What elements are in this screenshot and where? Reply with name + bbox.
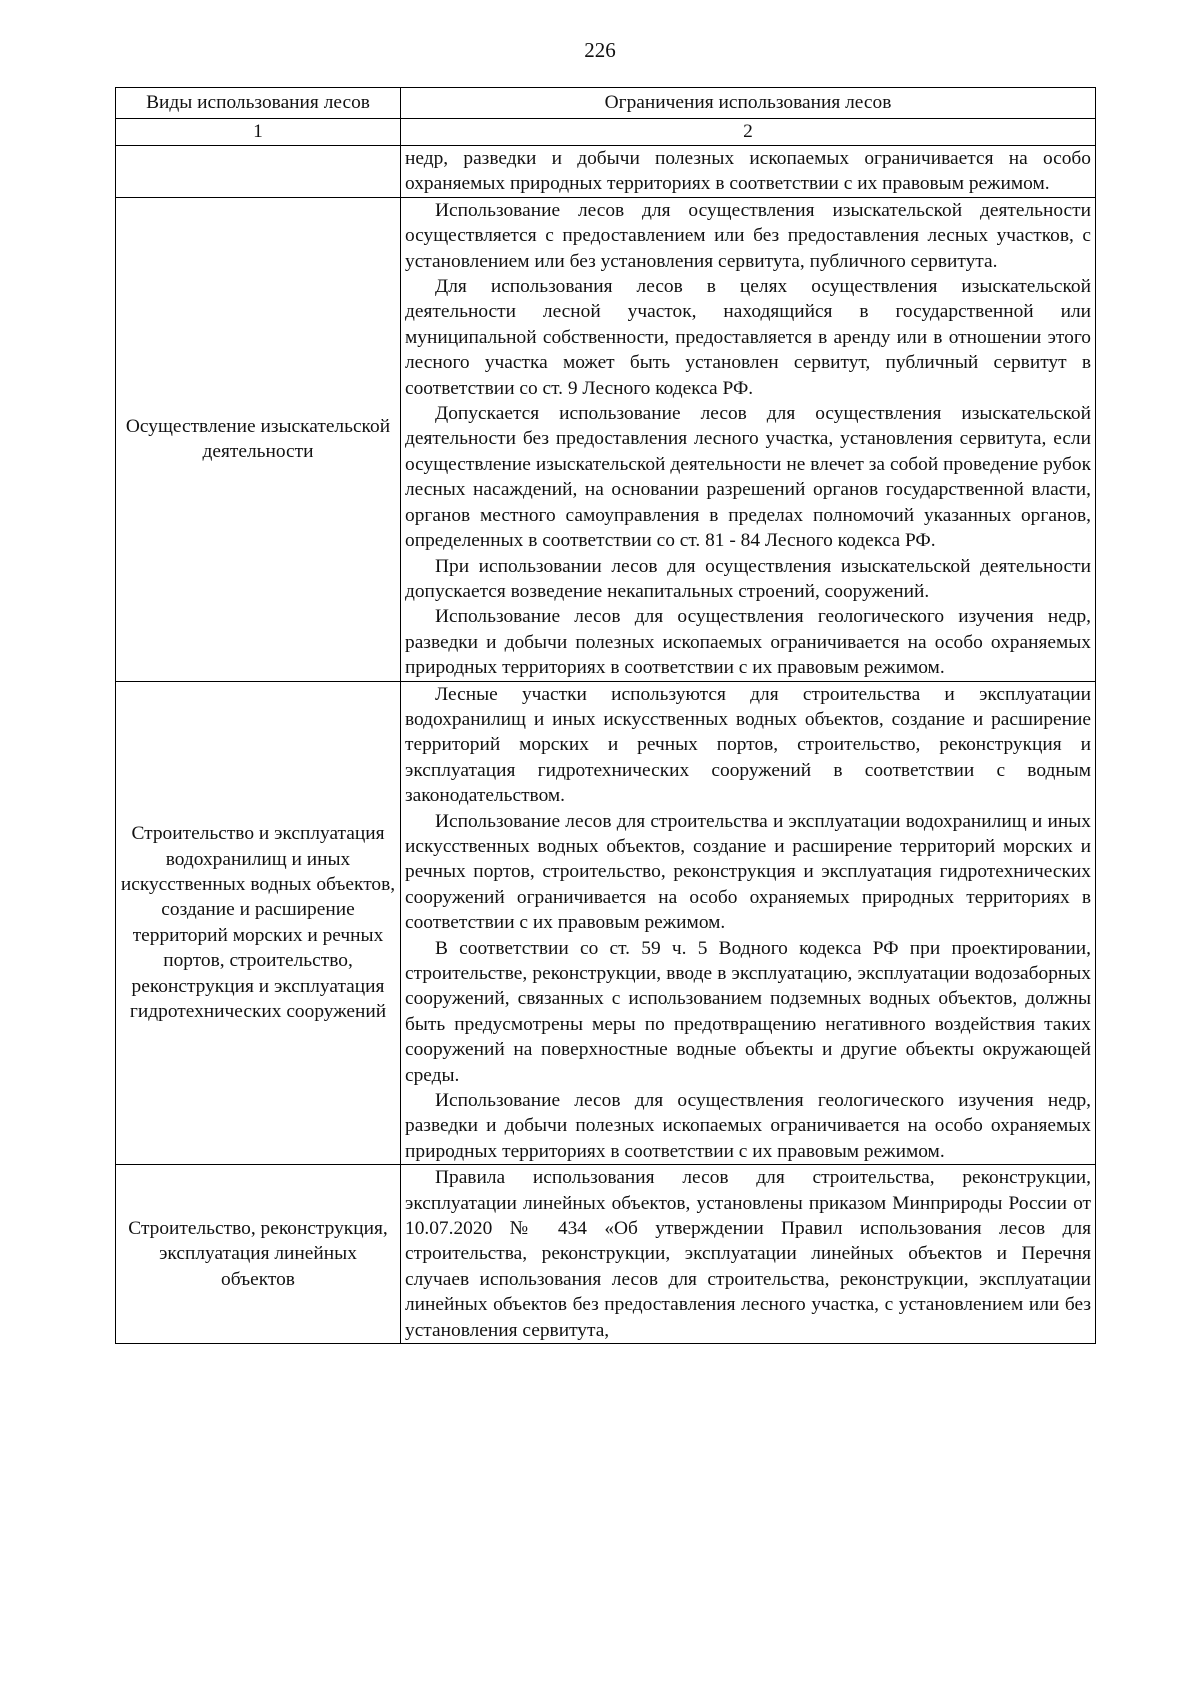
restriction-paragraph: Использование лесов для осуществления изыскательской деятельности осуществляется с предоставлением или без предоставления лесных участков, с установлением или без установления сервитута, публичного сервитута. [405,199,1091,272]
column-number-2: 2 [401,119,1096,146]
column-number-row [116,119,1096,146]
column-number-1: 1 [116,119,401,146]
restrictions-cell [401,197,1096,681]
table-row [116,197,1096,681]
restriction-paragraph: Для использования лесов в целях осуществления изыскательской деятельности лесной участок, находящийся в государственной или муниципальной собственности, предоставляется в аренду или в отношении этого лесного участка может быть установлен сервитут, публичный сервитут в соответствии со ст. 9 Лесного кодекса РФ. [405,276,1091,399]
forest-use-type: Осуществление изыскательской деятельности [116,197,401,681]
table-header-row [116,88,1096,119]
forest-use-type [116,146,401,198]
header-forest-use-types: Виды использования лесов [116,88,401,119]
restriction-paragraph: Использование лесов для строительства и эксплуатации водохранилищ и иных искусственных водных объектов, создание и расширение территорий морских и речных портов, строительство, реконструкция и эксплуатация гидротехнических сооружений ограничивается на особо охраняемых природных территориях в соответствии с их правовым режимом. [405,810,1091,934]
restriction-paragraph: Использование лесов для осуществления геологического изучения недр, разведки и добычи полезных ископаемых ограничивается на особо охраняемых природных территориях в соответствии с их правовым режимом. [405,1090,1091,1162]
page-number: 226 [584,38,616,62]
restriction-paragraph: При использовании лесов для осуществления изыскательской деятельности допускается возведение некапитальных строений, сооружений. [405,555,1091,602]
forest-use-type: Строительство и эксплуатация водохранилищ и иных искусственных водных объектов, создание и расширение территорий морских и речных портов, строительство, реконструкция и эксплуатация гидротехнических сооружений [116,681,401,1165]
restriction-paragraph: Использование лесов для осуществления геологического изучения недр, разведки и добычи полезных ископаемых ограничивается на особо охраняемых природных территориях в соответствии с их правовым режимом. [405,606,1091,679]
header-forest-use-restrictions: Ограничения использования лесов [401,88,1096,119]
restriction-paragraph: недр, разведки и добычи полезных ископаемых ограничивается на особо охраняемых природных территориях в соответствии с их правовым режимом. [405,148,1091,195]
table-row [116,1165,1096,1344]
forest-use-type: Строительство, реконструкция, эксплуатация линейных объектов [116,1165,401,1344]
restriction-paragraph: Лесные участки используются для строительства и эксплуатации водохранилищ и иных искусственных водных объектов, создание и расширение территорий морских и речных портов, строительство, реконструкция и эксплуатация гидротехнических сооружений в соответствии с водным законодательством. [405,683,1091,807]
forest-use-table [115,87,1096,1344]
restrictions-cell [401,146,1096,198]
table-row [116,146,1096,198]
table-row [116,681,1096,1165]
restrictions-cell [401,681,1096,1165]
restrictions-cell [401,1165,1096,1344]
restriction-paragraph: Правила использования лесов для строительства, реконструкции, эксплуатации линейных объектов, установлены приказом Минприроды России от 10.07.2020 № 434 «Об утверждении Правил использования лесов для строительства, реконструкции, эксплуатации линейных объектов и Перечня случаев использования лесов для строительства, реконструкции, эксплуатации линейных объектов без предоставления лесного участка, с установлением или без установления сервитута, [405,1167,1091,1341]
restriction-paragraph: В соответствии со ст. 59 ч. 5 Водного кодекса РФ при проектировании, строительстве, реконструкции, вводе в эксплуатацию, эксплуатации водозаборных сооружений, связанных с использованием подземных водных объектов, должны быть предусмотрены меры по предотвращению негативного воздействия таких сооружений на поверхностные водные объекты и другие объекты окружающей среды. [405,937,1091,1086]
restriction-paragraph: Допускается использование лесов для осуществления изыскательской деятельности без предоставления лесного участка, установления сервитута, если осуществление изыскательской деятельности не влечет за собой проведение рубок лесных насаждений, на основании разрешений органов государственной власти, органов местного самоуправления в пределах полномочий указанных органов, определенных в соответствии со ст. 81 - 84 Лесного кодекса РФ. [405,403,1091,552]
